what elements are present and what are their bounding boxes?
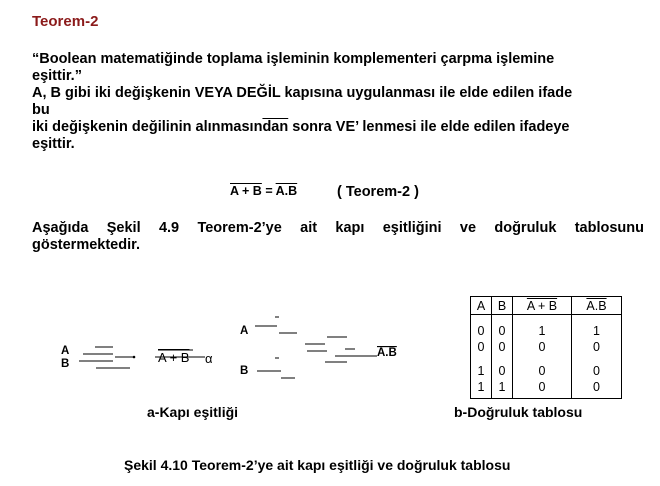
paragraph-text: iki değişkenin değilinin alınmasın xyxy=(32,119,263,135)
table-header: A + B xyxy=(513,297,572,315)
formula-equals: = xyxy=(261,184,276,198)
table-cell: 0 xyxy=(513,339,572,355)
paragraph-line: A, B gibi iki değişkenin VEYA DEĞİL kapısına uygulanması ile elde edilen ifade xyxy=(32,85,573,101)
alpha-symbol: α xyxy=(205,351,213,366)
left-output: A + B xyxy=(158,350,190,365)
table-cell: 1 xyxy=(513,315,572,340)
table-cell: 1 xyxy=(471,379,492,399)
table-header: A.B xyxy=(572,297,622,315)
figure-intro-line: Aşağıda Şekil 4.9 Teorem-2’ye ait kapı eşitliğini ve doğruluk tablosunu xyxy=(32,220,644,236)
paragraph-line xyxy=(32,119,647,136)
table-cell: 0 xyxy=(492,355,513,379)
paragraph-line: bu xyxy=(32,102,50,118)
caption-truth-table: b-Doğruluk tablosu xyxy=(454,404,583,420)
table-cell: 1 xyxy=(492,379,513,399)
theorem-paragraph xyxy=(32,51,647,153)
table-cell: 0 xyxy=(572,339,622,355)
paragraph-line: eşittir. xyxy=(32,136,75,152)
table-header: A xyxy=(471,297,492,315)
figure-intro-line: göstermektedir. xyxy=(32,237,140,253)
theorem-formula xyxy=(230,184,297,198)
figure-intro xyxy=(32,220,644,254)
figure-caption: Şekil 4.10 Teorem-2’ye ait kapı eşitliği ve doğruluk tablosu xyxy=(124,457,511,473)
table-row xyxy=(471,379,622,399)
right-input-a: A xyxy=(240,325,249,337)
gate-equivalence-diagram xyxy=(55,310,415,390)
table-cell: 0 xyxy=(471,339,492,355)
paragraph-line: eşittir.” xyxy=(32,68,82,84)
left-input-b: B xyxy=(61,358,70,370)
right-input-b: B xyxy=(240,365,249,377)
table-header: B xyxy=(492,297,513,315)
table-row xyxy=(471,339,622,355)
table-cell: 0 xyxy=(572,355,622,379)
table-cell: 1 xyxy=(572,315,622,340)
table-cell: 1 xyxy=(471,355,492,379)
table-cell: 0 xyxy=(513,379,572,399)
table-header-row xyxy=(471,297,622,315)
paragraph-text: sonra VE’ lenmesi ile elde edilen ifadeye xyxy=(288,119,570,135)
left-input-a: A xyxy=(61,345,70,357)
heading: Teorem-2 xyxy=(32,13,99,30)
formula-label: ( Teorem-2 ) xyxy=(337,184,419,200)
table-cell: 0 xyxy=(471,315,492,340)
table-cell: 0 xyxy=(572,379,622,399)
paragraph-line: “Boolean matematiğinde toplama işleminin komplementeri çarpma işlemine xyxy=(32,51,555,67)
table-row xyxy=(471,315,622,340)
caption-gate-equivalence: a-Kapı eşitliği xyxy=(147,404,239,420)
right-output: A.B xyxy=(377,347,397,359)
table-cell: 0 xyxy=(513,355,572,379)
junction-dot xyxy=(133,356,136,359)
table-row xyxy=(471,355,622,379)
table-cell: 0 xyxy=(492,315,513,340)
table-cell: 0 xyxy=(492,339,513,355)
overlined-text: $\overline{dan}$ xyxy=(262,119,289,135)
formula-rhs: A.B xyxy=(275,184,298,198)
formula-lhs: A + B xyxy=(230,184,262,198)
truth-table xyxy=(470,296,622,399)
